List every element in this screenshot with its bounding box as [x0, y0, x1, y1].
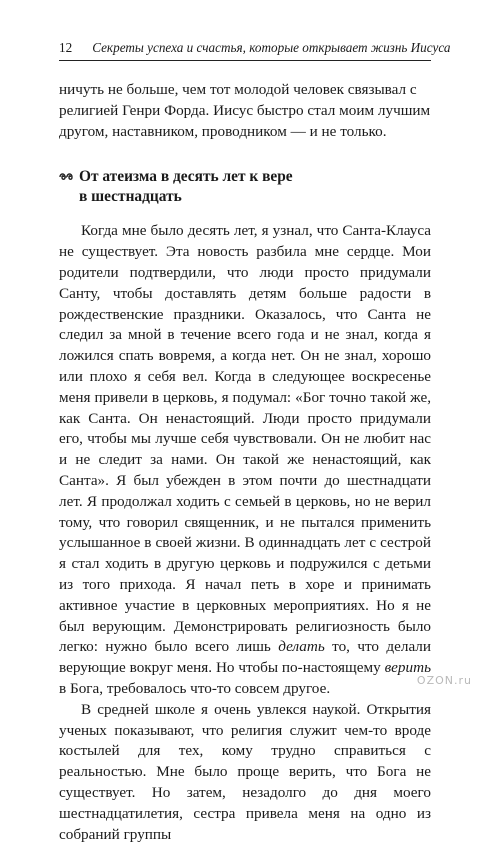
text-line: ничуть не больше, чем тот молодой человек связывал с [59, 81, 417, 98]
paragraph-text: в Бога, требовалось что-то совсем другое. [59, 679, 331, 697]
paragraph [59, 700, 431, 845]
text-line: другом, наставником, проводником — и не только. [59, 122, 387, 140]
paragraph-text: Когда мне было десять лет, я узнал, что Санта-Клауса не существует. Эта новость разбила мне сердце. Мои родители подтвердили, что люди просто придумали Санту, чтобы доставлять детям больше радости в рождественские праздники. Оказалось, что Санта не следил за мной в течение всего года и не знал, когда я ложился спать вовремя, а когда нет. Он не знал, хорошо или плохо я себя вел. Когда в следующее воскресенье меня привели в церковь, я подумал: «Бог точно такой же, как Санта. Он ненастоящий. Люди просто придумали его, чтобы мы лучше себя чувствовали. Он не любит нас и не следит за нами. Он такой же ненастоящий, как Санта». Я был убежден в этом почти до шестнадцати лет. Я продолжал ходить с семьей в церковь, но не верил тому, что говорил священник, и не пытался применить услышанное в своей жизни. В одиннадцать лет с сестрой я стал ходить в другую церковь и подружился с детьми из того прихода. Я начал петь в хоре и принимать активное участие в церковных мероприятиях. Но я не был верующим. Демонстрировать религиозность было легко: нужно было всего лишь [59, 222, 431, 656]
running-title: Секреты успеха и счастья, которые открывает жизнь Иисуса [92, 40, 451, 55]
paragraph-text: то, что делали верующие вокруг меня. Но чтобы по-настоящему [59, 638, 432, 677]
section-title-line: От атеизма в десять лет к вере [79, 168, 293, 186]
section-heading [59, 167, 431, 207]
running-head [59, 40, 451, 61]
page-number: 12 [59, 40, 73, 55]
paragraph [59, 221, 431, 699]
double-spiral-icon [59, 171, 75, 183]
section-title-line: в шестнадцать [79, 188, 182, 206]
watermark: OZON.ru [416, 674, 472, 687]
text-line: религией Генри Форда. Иисус быстро стал моим лучшим [59, 101, 431, 119]
emphasis-word: верить [384, 659, 431, 677]
paragraph-text: В средней школе я очень увлекся наукой. Открытия ученых показывают, что религия служит чем-то вроде костылей для тех, кому трудно справиться с реальностью. Мне было проще верить, что Бога не существует. Но затем, незадолго до дня моего шестнадцатилетия, сестра привела меня на одно из собраний группы [59, 700, 431, 843]
emphasis-word: делать [278, 638, 325, 656]
paragraph-continued [59, 80, 431, 142]
